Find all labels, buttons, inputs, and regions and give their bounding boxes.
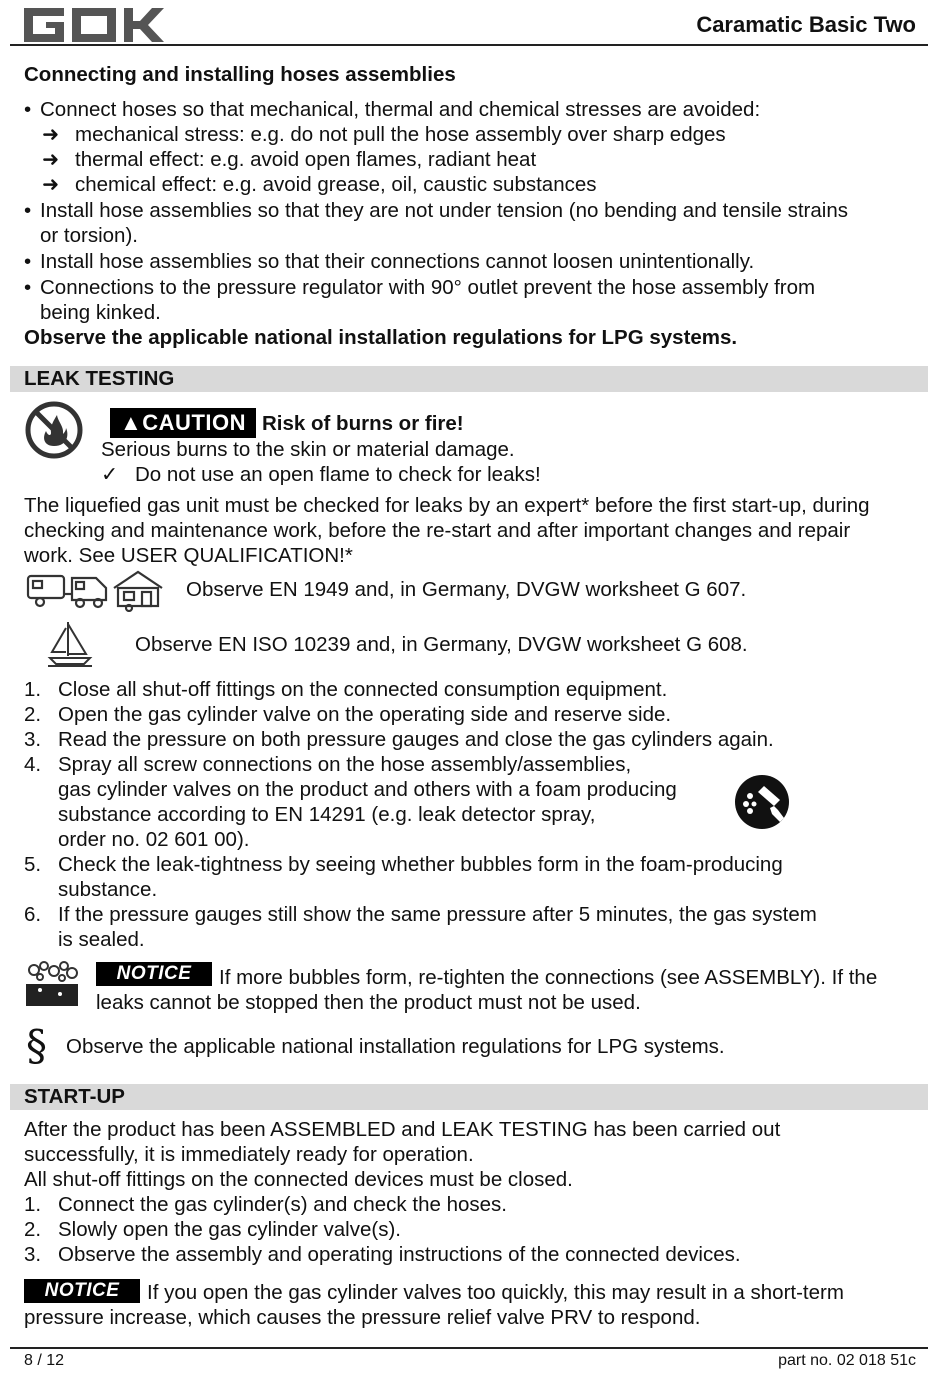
notice-label: NOTICE xyxy=(96,962,212,986)
arrow-item: chemical effect: e.g. avoid grease, oil, caustic substances xyxy=(75,173,597,196)
bullet-dot: • xyxy=(24,250,32,273)
leak-step-3: Read the pressure on both pressure gauges and close the gas cylinders again. xyxy=(58,728,774,751)
arrow-item: thermal effect: e.g. avoid open flames, radiant heat xyxy=(75,148,537,171)
hoses-bullet-1: Connect hoses so that mechanical, thermal and chemical stresses are avoided: xyxy=(40,98,761,121)
notice-text-l2: leaks cannot be stopped then the product must not be used. xyxy=(96,991,641,1014)
step-number: 2. xyxy=(24,703,42,726)
en1949-note: Observe EN 1949 and, in Germany, DVGW worksheet G 607. xyxy=(186,578,747,601)
startup-band xyxy=(10,1084,928,1110)
leak-paragraph-l2: checking and maintenance work, before the re-start and after important changes and repair xyxy=(24,519,851,542)
bubbles-icon xyxy=(24,960,80,1008)
caution-title: Risk of burns or fire! xyxy=(262,412,464,435)
hoses-bullet-2-cont: or torsion). xyxy=(40,224,138,247)
leak-testing-heading: LEAK TESTING xyxy=(24,367,175,390)
startup-step-2: Slowly open the gas cylinder valve(s). xyxy=(58,1218,401,1241)
step-number: 1. xyxy=(24,1193,42,1216)
bullet-dot: • xyxy=(24,98,32,121)
caution-label: ▲CAUTION xyxy=(110,408,256,438)
startup-notice-l1: If you open the gas cylinder valves too quickly, this may result in a short-term xyxy=(147,1281,844,1304)
startup-paragraph-l1: After the product has been ASSEMBLED and LEAK TESTING has been carried out xyxy=(24,1118,781,1141)
step-number: 4. xyxy=(24,753,42,776)
regulations-note: Observe the applicable national installation regulations for LPG systems. xyxy=(66,1035,725,1058)
notice-label: NOTICE xyxy=(24,1279,140,1303)
startup-paragraph-l2: successfully, it is immediately ready for operation. xyxy=(24,1143,474,1166)
hoses-heading: Connecting and installing hoses assemblies xyxy=(24,63,456,86)
leak-spray-icon xyxy=(734,774,790,830)
part-number: part no. 02 018 51c xyxy=(778,1352,916,1369)
arrow-icon: ➜ xyxy=(42,173,60,196)
step-number: 2. xyxy=(24,1218,42,1241)
notice-text-l1: If more bubbles form, re-tighten the connections (see ASSEMBLY). If the xyxy=(219,966,878,989)
leak-testing-band xyxy=(10,366,928,392)
hoses-bullet-4: Connections to the pressure regulator with 90° outlet prevent the hose assembly from xyxy=(40,276,816,299)
leak-step-4-cont: order no. 02 601 00). xyxy=(58,828,250,851)
arrow-item: mechanical stress: e.g. do not pull the hose assembly over sharp edges xyxy=(75,123,726,146)
leak-step-4-cont: gas cylinder valves on the product and others with a foam producing xyxy=(58,778,677,801)
startup-heading: START-UP xyxy=(24,1085,125,1108)
step-number: 3. xyxy=(24,1243,42,1266)
caution-check: Do not use an open flame to check for leaks! xyxy=(135,463,541,486)
leak-step-6-cont: is sealed. xyxy=(58,928,145,951)
page-number: 8 / 12 xyxy=(24,1352,65,1369)
startup-step-1: Connect the gas cylinder(s) and check the hoses. xyxy=(58,1193,507,1216)
step-number: 5. xyxy=(24,853,42,876)
hoses-observe: Observe the applicable national installation regulations for LPG systems. xyxy=(24,326,738,349)
leak-step-4-cont: substance according to EN 14291 (e.g. leak detector spray, xyxy=(58,803,596,826)
step-number: 1. xyxy=(24,678,42,701)
step-number: 3. xyxy=(24,728,42,751)
leak-step-5: Check the leak-tightness by seeing whether bubbles form in the foam-producing xyxy=(58,853,783,876)
leak-step-1: Close all shut-off fittings on the connected consumption equipment. xyxy=(58,678,668,701)
bullet-dot: • xyxy=(24,276,32,299)
arrow-icon: ➜ xyxy=(42,123,60,146)
hoses-bullet-4-cont: being kinked. xyxy=(40,301,161,324)
hoses-bullet-3: Install hose assemblies so that their connections cannot loosen unintentionally. xyxy=(40,250,755,273)
step-number: 6. xyxy=(24,903,42,926)
startup-paragraph-l3: All shut-off fittings on the connected devices must be closed. xyxy=(24,1168,573,1191)
bullet-dot: • xyxy=(24,199,32,222)
warning-triangle-icon: ▲ xyxy=(120,410,143,435)
startup-notice-l2: pressure increase, which causes the pressure relief valve PRV to respond. xyxy=(24,1306,701,1329)
section-sign-icon: § xyxy=(26,1021,47,1070)
document-title: Caramatic Basic Two xyxy=(696,12,916,37)
sailboat-icon xyxy=(46,620,94,668)
leak-step-6: If the pressure gauges still show the same pressure after 5 minutes, the gas system xyxy=(58,903,817,926)
hoses-bullet-2: Install hose assemblies so that they are not under tension (no bending and tensile strains xyxy=(40,199,848,222)
leak-step-5-cont: substance. xyxy=(58,878,158,901)
header-rule xyxy=(10,44,928,46)
caravan-house-icon xyxy=(26,568,166,612)
footer-rule xyxy=(10,1347,928,1349)
no-open-flame-icon xyxy=(24,400,84,460)
arrow-icon: ➜ xyxy=(42,148,60,171)
leak-step-4: Spray all screw connections on the hose assembly/assemblies, xyxy=(58,753,632,776)
caution-text: Serious burns to the skin or material damage. xyxy=(101,438,515,461)
checkmark-icon: ✓ xyxy=(101,463,119,486)
leak-paragraph-l1: The liquefied gas unit must be checked for leaks by an expert* before the first start-up, during xyxy=(24,494,870,517)
startup-step-3: Observe the assembly and operating instructions of the connected devices. xyxy=(58,1243,741,1266)
leak-step-2: Open the gas cylinder valve on the operating side and reserve side. xyxy=(58,703,672,726)
leak-paragraph-l3: work. See USER QUALIFICATION!* xyxy=(24,544,353,567)
gok-logo xyxy=(24,8,202,42)
iso10239-note: Observe EN ISO 10239 and, in Germany, DVGW worksheet G 608. xyxy=(135,633,748,656)
